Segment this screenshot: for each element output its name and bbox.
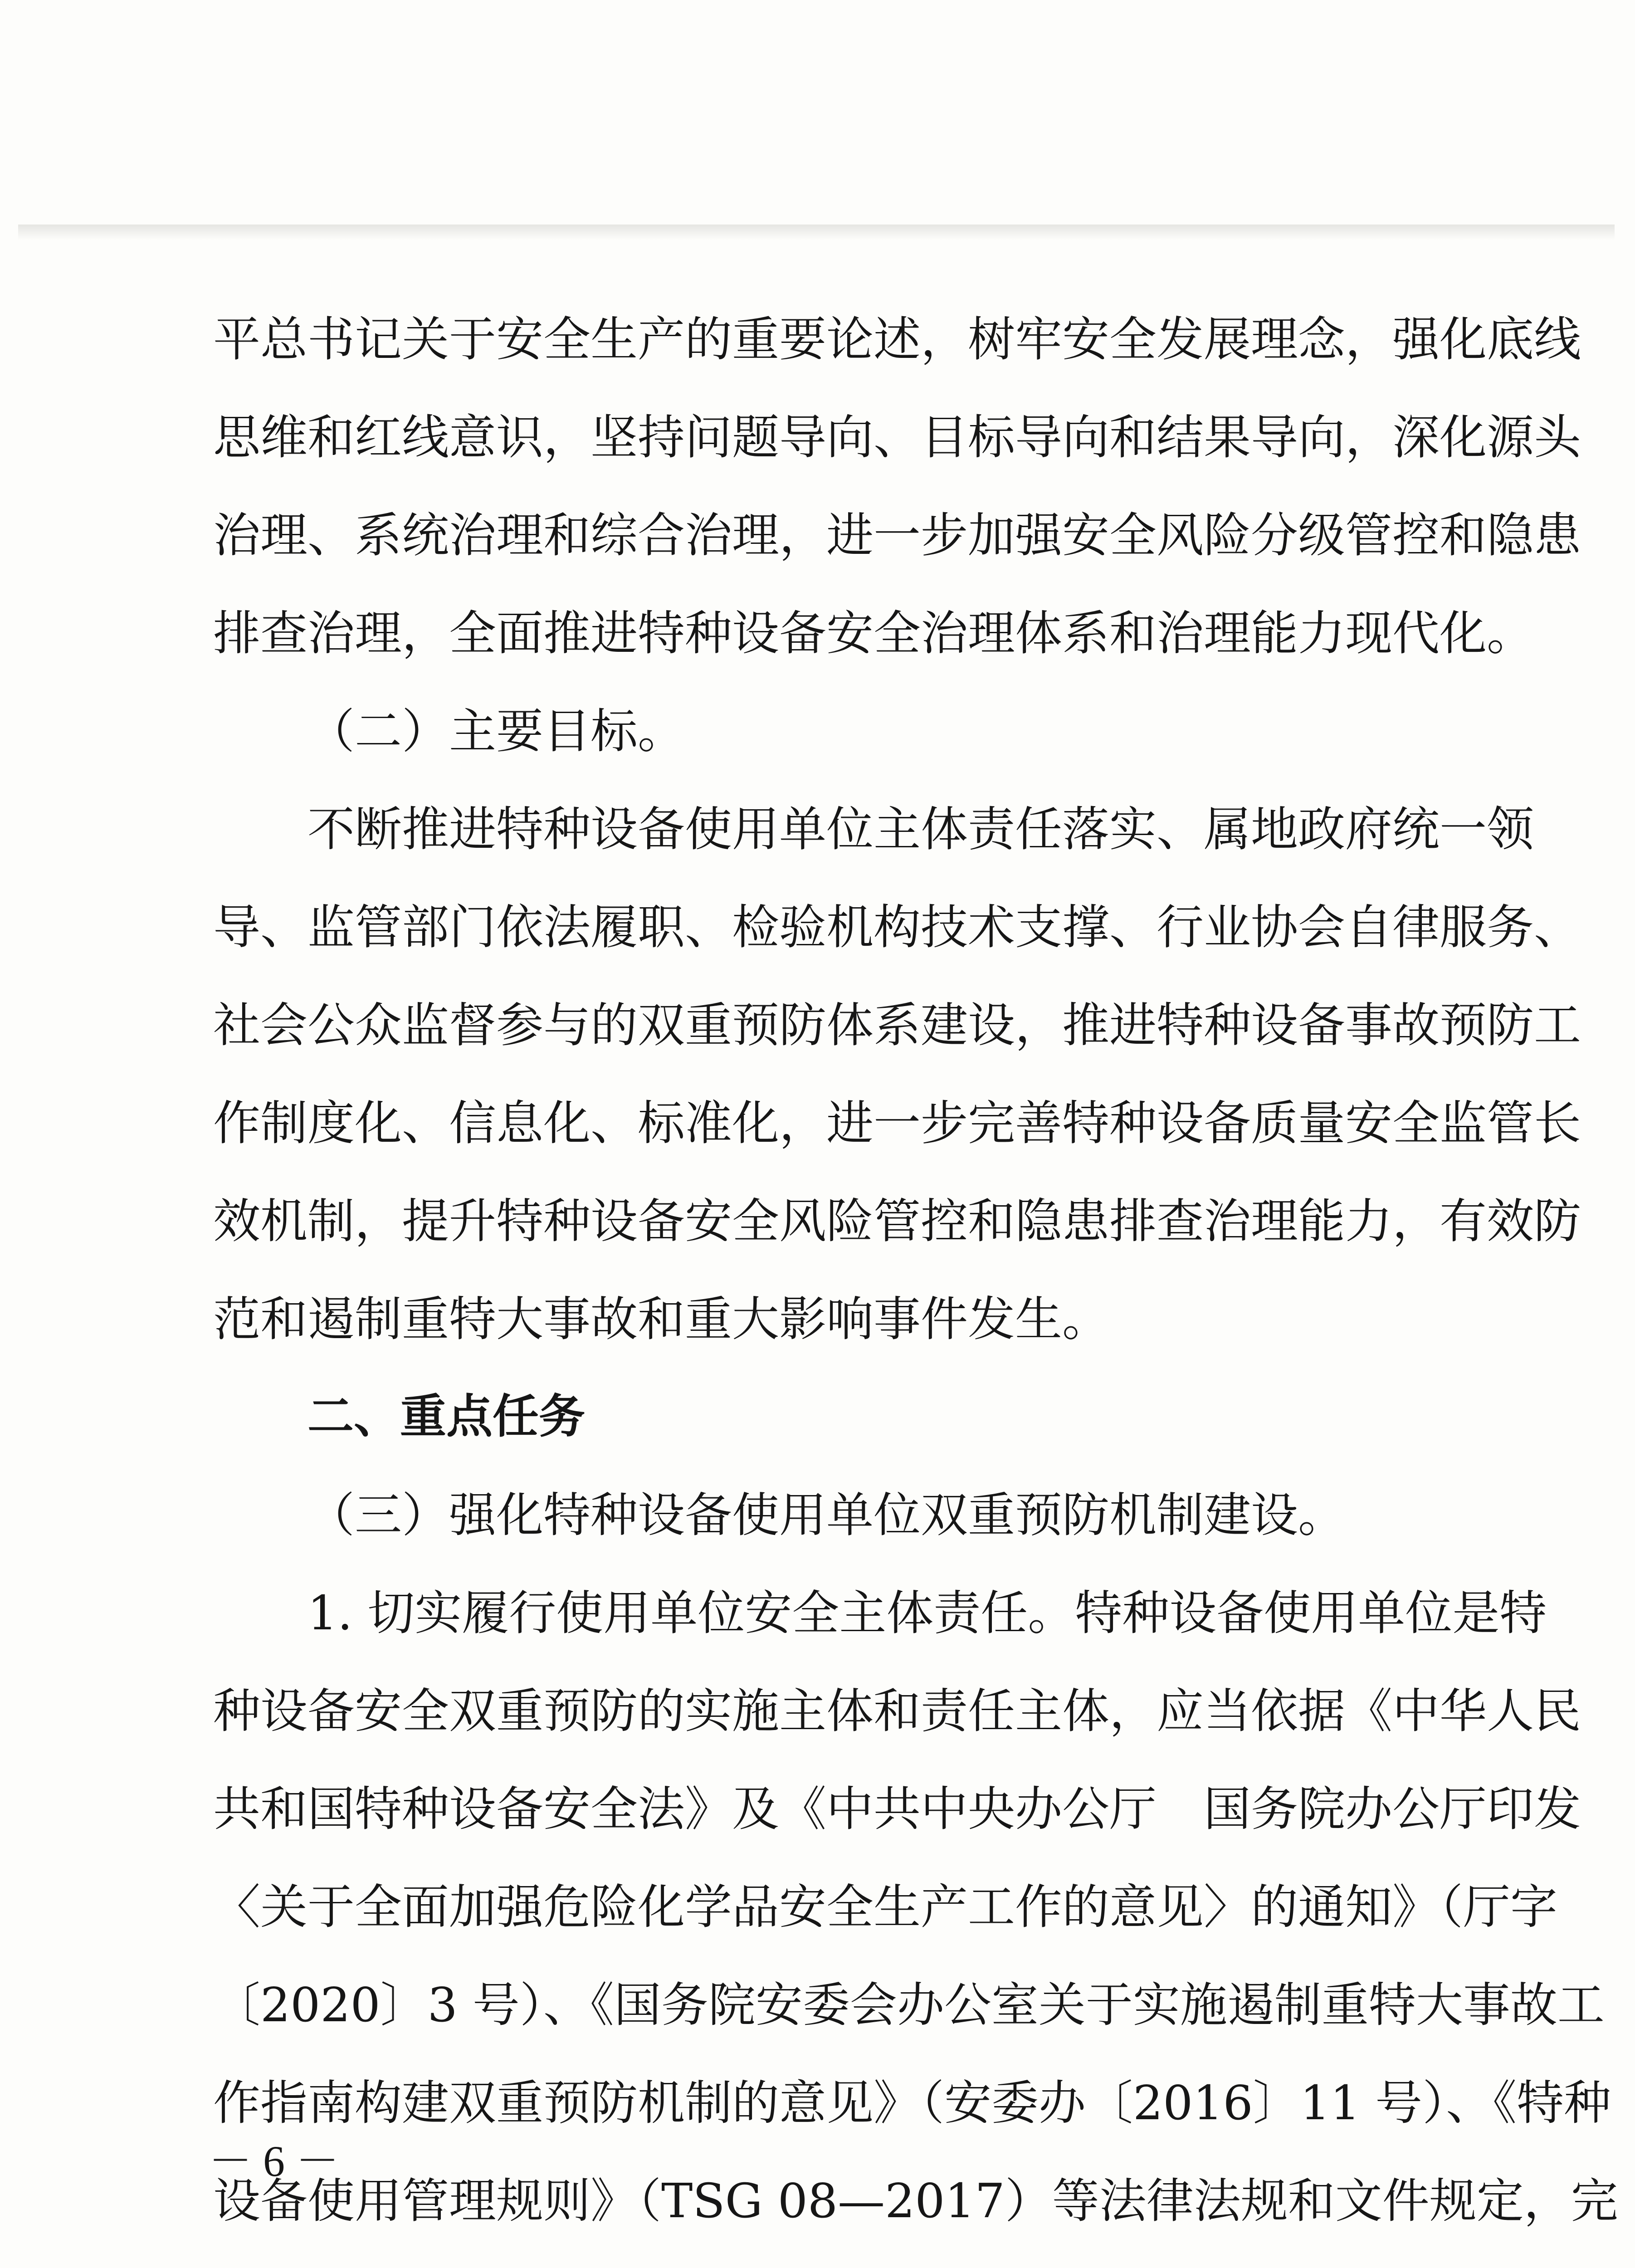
section-heading-key-tasks: 二、重点任务 — [307, 1390, 585, 1444]
paragraph-3-line: 1. 切实履行使用单位安全主体责任。特种设备使用单位是特 — [307, 1585, 1547, 1641]
paragraph-3-line: 〈关于全面加强危险化学品安全生产工作的意见〉的通知》（厅字 — [213, 1879, 1558, 1935]
scan-edge-shadow — [18, 225, 1615, 240]
paragraph-1-line: 治理、系统治理和综合治理，进一步加强安全风险分级管控和隐患 — [213, 508, 1581, 563]
paragraph-1-line: 思维和红线意识，坚持问题导向、目标导向和结果导向，深化源头 — [213, 410, 1581, 465]
paragraph-1-line: 平总书记关于安全生产的重要论述，树牢安全发展理念，强化底线 — [213, 312, 1581, 367]
paragraph-2-line: 社会公众监督参与的双重预防体系建设，推进特种设备事故预防工 — [213, 997, 1581, 1053]
sub-heading-main-goals: （二）主要目标。 — [307, 704, 685, 759]
paragraph-1-line: 排查治理，全面推进特种设备安全治理体系和治理能力现代化。 — [213, 606, 1534, 661]
paragraph-3-line — [213, 2250, 1474, 2268]
paragraph-3-line: 作指南构建双重预防机制的意见》（安委办〔2016〕11 号）、《特种 — [213, 2075, 1611, 2131]
page-number: － 6 － — [209, 2137, 339, 2185]
paragraph-3-line: 设备使用管理规则》（TSG 08—2017）等法律法规和文件规定，完 — [213, 2173, 1618, 2229]
paragraph-2-line: 效机制，提升特种设备安全风险管控和隐患排查治理能力，有效防 — [213, 1193, 1581, 1249]
paragraph-3-line: 共和国特种设备安全法》及《中共中央办公厅 国务院办公厅印发 — [213, 1781, 1581, 1837]
paragraph-2-line: 范和遏制重特大事故和重大影响事件发生。 — [213, 1291, 1110, 1347]
paragraph-2-line: 导、监管部门依法履职、检验机构技术支撑、行业协会自律服务、 — [213, 899, 1581, 955]
paragraph-2-line: 不断推进特种设备使用单位主体责任落实、属地政府统一领 — [307, 802, 1534, 857]
paragraph-3-line: 〔2020〕3 号）、《国务院安委会办公室关于实施遏制重特大事故工 — [213, 1977, 1605, 2033]
sub-heading-strengthen-mechanism: （三）强化特种设备使用单位双重预防机制建设。 — [307, 1487, 1346, 1543]
document-body — [213, 290, 1618, 2268]
paragraph-3-line: 种设备安全双重预防的实施主体和责任主体，应当依据《中华人民 — [213, 1683, 1581, 1739]
paragraph-2-line: 作制度化、信息化、标准化，进一步完善特种设备质量安全监管长 — [213, 1095, 1581, 1151]
